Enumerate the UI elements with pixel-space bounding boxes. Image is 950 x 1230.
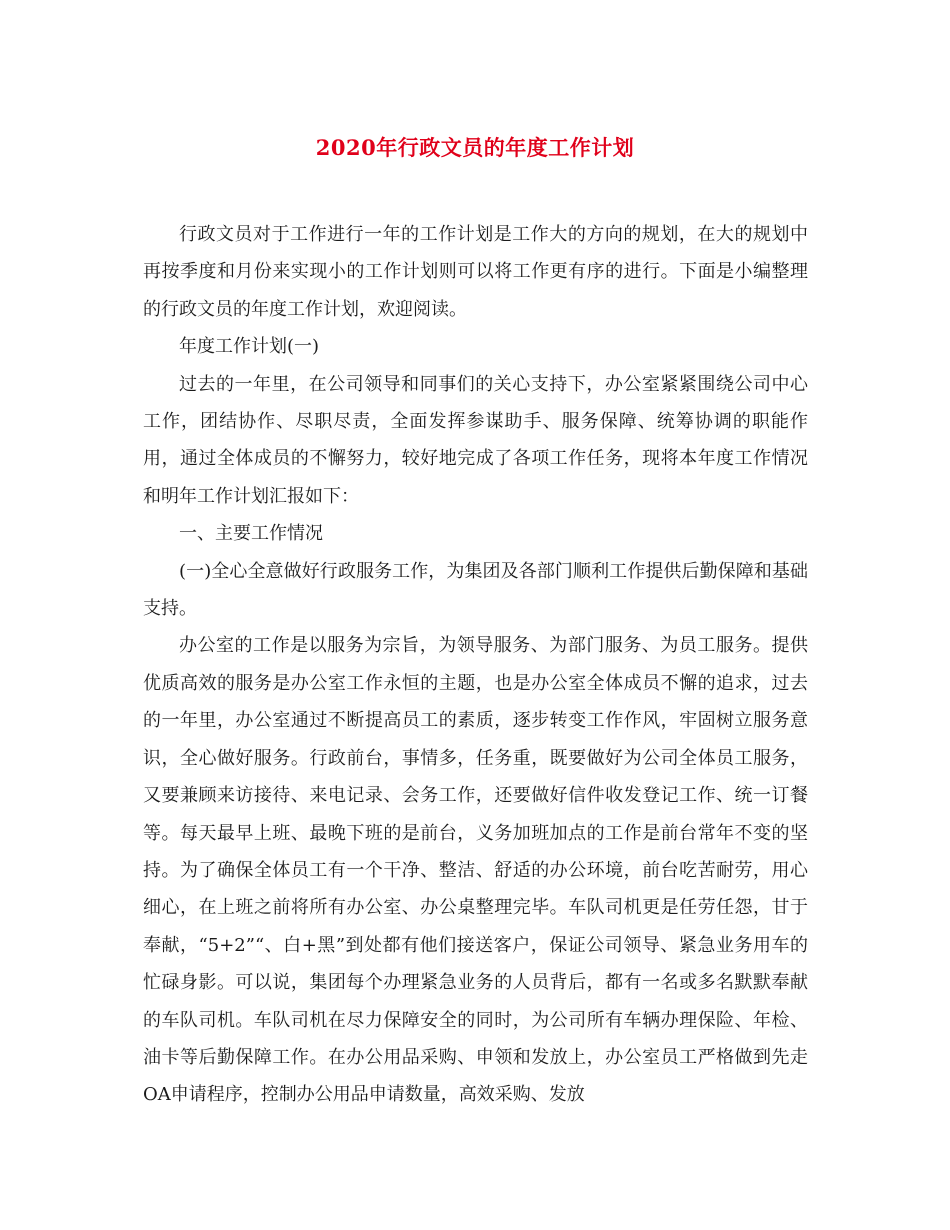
document-body [143, 216, 808, 1114]
paragraph-heading-main-work: 一、主要工作情况 [179, 523, 323, 545]
document-title: 2020年行政文员的年度工作计划 [315, 135, 635, 160]
paragraph-summary: 过去的一年里，在公司领导和同事们的关心支持下，办公室紧紧围绕公司中心工作，团结协作、尽职尽责，全面发挥参谋助手、服务保障、统筹协调的职能作用，通过全体成员的不懈努力，较好地完成了各项工作任务，现将本年度工作情况和明年工作计划汇报如下： [143, 373, 808, 507]
paragraph-office-service: 办公室的工作是以服务为宗旨，为领导服务、为部门服务、为员工服务。提供优质高效的服务是办公室工作永恒的主题，也是办公室全体成员不懈的追求，过去的一年里，办公室通过不断提高员工的素质，逐步转变工作作风，牢固树立服务意识，全心做好服务。行政前台，事情多，任务重，既要做好为公司全体员工服务，又要兼顾来访接待、来电记录、会务工作，还要做好信件收发登记工作、统一订餐等。每天最早上班、最晚下班的是前台，义务加班加点的工作是前台常年不变的坚持。为了确保全体员工有一个干净、整洁、舒适的办公环境，前台吃苦耐劳，用心细心，在上班之前将所有办公室、办公桌整理完毕。车队司机更是任劳任怨，甘于奉献，“5+2”“、白+黑”到处都有他们接送客户，保证公司领导、紧急业务用车的忙碌身影。可以说，集团每个办理紧急业务的人员背后，都有一名或多名默默奉献的车队司机。车队司机在尽力保障安全的同时，为公司所有车辆办理保险、年检、油卡等后勤保障工作。在办公用品采购、申领和发放上，办公室员工严格做到先走OA申请程序，控制办公用品申请数量，高效采购、发放 [143, 635, 808, 1106]
paragraph-intro: 行政文员对于工作进行一年的工作计划是工作大的方向的规划，在大的规划中再按季度和月份来实现小的工作计划则可以将工作更有序的进行。下面是小编整理的行政文员的年度工作计划，欢迎阅读。 [143, 224, 808, 320]
paragraph-section-heading: 年度工作计划(一) [179, 336, 320, 358]
paragraph-subheading-admin-service: (一)全心全意做好行政服务工作，为集团及各部门顺利工作提供后勤保障和基础支持。 [143, 560, 808, 620]
